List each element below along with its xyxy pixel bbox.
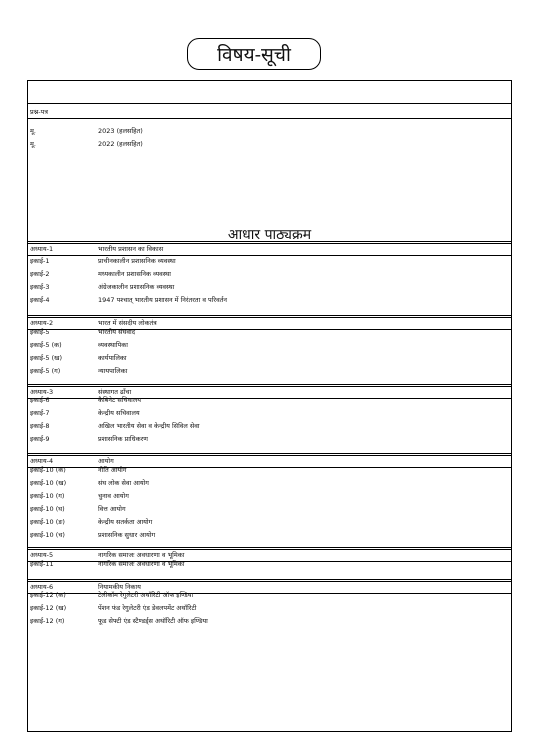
chapter-label: अध्याय-4 xyxy=(30,457,54,465)
unit-title: प्राचीनकालीन प्रशासनिक व्यवस्था xyxy=(98,257,176,265)
unit-title: मध्यकालीन प्रशासनिक व्यवस्था xyxy=(98,270,171,278)
contents-table xyxy=(27,80,512,732)
chapter-label: अध्याय-3 xyxy=(30,388,54,396)
unit-title: व्यवस्थापिका xyxy=(98,341,128,349)
page-title: विषय-सूची xyxy=(187,38,321,70)
unit-label: इकाई-7 xyxy=(30,409,50,417)
chapter-label: अध्याय-1 xyxy=(30,245,54,253)
unit-title: अखिल भारतीय सेवा व केन्द्रीय सिविल सेवा xyxy=(98,422,200,430)
chapter-divider xyxy=(28,547,511,550)
unit-label: इकाई-12 (क) xyxy=(30,591,66,599)
unit-title: नीति आयोग xyxy=(98,466,127,474)
divider xyxy=(28,118,511,119)
paper-year: 2022 (हलसहित) xyxy=(98,140,143,148)
unit-label: इकाई-11 xyxy=(30,560,54,568)
unit-label: इकाई-8 xyxy=(30,422,50,430)
paper-label: मू. xyxy=(30,127,36,135)
chapter-label: अध्याय-2 xyxy=(30,319,54,327)
unit-label: इकाई-10 (ग) xyxy=(30,492,65,500)
unit-label: इकाई-10 (क) xyxy=(30,466,66,474)
chapter-title: भारतीय प्रशासन का विकास xyxy=(98,245,164,253)
chapter-title: आयोग xyxy=(98,457,114,465)
unit-label: इकाई-6 xyxy=(30,396,50,404)
chapter-label: अध्याय-5 xyxy=(30,551,54,559)
unit-label: इकाई-3 xyxy=(30,283,50,291)
paper-label: मू. xyxy=(30,140,36,148)
unit-title: चुनाव आयोग xyxy=(98,492,129,500)
unit-title: 1947 पश्चात् भारतीय प्रशासन में निरंतरता व परिवर्तन xyxy=(98,296,228,304)
unit-title: न्यायपालिका xyxy=(98,367,128,375)
paper-year: 2023 (हलसहित) xyxy=(98,127,143,135)
unit-label: इकाई-5 xyxy=(30,328,50,336)
unit-title: पेंशन फंड रेगुलेटरी एंड डेवलपमेंट अथॉरिटी xyxy=(98,604,197,612)
chapter-title: भारत में संसदीय लोकतंत्र xyxy=(98,319,157,327)
unit-label: इकाई-5 (ग) xyxy=(30,367,61,375)
unit-label: इकाई-10 (घ) xyxy=(30,505,65,513)
unit-label: इकाई-10 (च) xyxy=(30,531,65,539)
unit-label: इकाई-1 xyxy=(30,257,50,265)
chapter-title: नागरिक समाजः अवधारणा व भूमिका xyxy=(98,551,185,559)
chapter-divider xyxy=(28,453,511,456)
unit-title: नागरिक समाजः अवधारणा व भूमिका xyxy=(98,560,185,568)
unit-label: इकाई-5 (क) xyxy=(30,341,62,349)
section-title: आधार पाठ्यक्रम xyxy=(227,227,312,243)
unit-label: इकाई-9 xyxy=(30,435,50,443)
chapter-divider xyxy=(28,384,511,387)
unit-title: वित्त आयोग xyxy=(98,505,126,513)
unit-label: इकाई-4 xyxy=(30,296,50,304)
unit-title: प्रशासनिक प्राधिकरण xyxy=(98,435,148,443)
chapter-divider xyxy=(28,241,511,244)
prashn-patra-label: प्रश्न-पत्र xyxy=(30,108,48,116)
unit-label: इकाई-12 (ग) xyxy=(30,617,65,625)
unit-label: इकाई-5 (ख) xyxy=(30,354,62,362)
chapter-divider xyxy=(28,315,511,318)
unit-title: कार्यपालिका xyxy=(98,354,127,362)
unit-label: इकाई-10 (ङ) xyxy=(30,518,65,526)
unit-label: इकाई-2 xyxy=(30,270,50,278)
unit-title: टेलीकॉम रेगुलेटरी अथॉरिटी ऑफ इण्डिया xyxy=(98,591,194,599)
unit-label: इकाई-12 (ख) xyxy=(30,604,67,612)
unit-title: संघ लोक सेवा आयोग xyxy=(98,479,149,487)
unit-title: केन्द्रीय सतर्कता आयोग xyxy=(98,518,153,526)
unit-title: फूड सेफ्टी एंड स्टैण्डर्ड्स अथॉरिटी ऑफ इण्डिया xyxy=(98,617,208,625)
unit-title: प्रशासनिक सुधार आयोग xyxy=(98,531,156,539)
unit-title: केन्द्रीय सचिवालय xyxy=(98,409,140,417)
unit-title: भारतीय संघवाद xyxy=(98,328,136,336)
divider xyxy=(28,103,511,104)
chapter-divider xyxy=(28,579,511,582)
unit-title: अंग्रेजकालीन प्रशासनिक व्यवस्था xyxy=(98,283,175,291)
unit-title: कैबिनेट सचिवालय xyxy=(98,396,142,404)
unit-label: इकाई-10 (ख) xyxy=(30,479,67,487)
chapter-title: नियामकीय निकाय xyxy=(98,583,141,591)
chapter-title: संस्थागत ढाँचा xyxy=(98,388,132,396)
chapter-label: अध्याय-6 xyxy=(30,583,54,591)
divider xyxy=(28,255,511,256)
